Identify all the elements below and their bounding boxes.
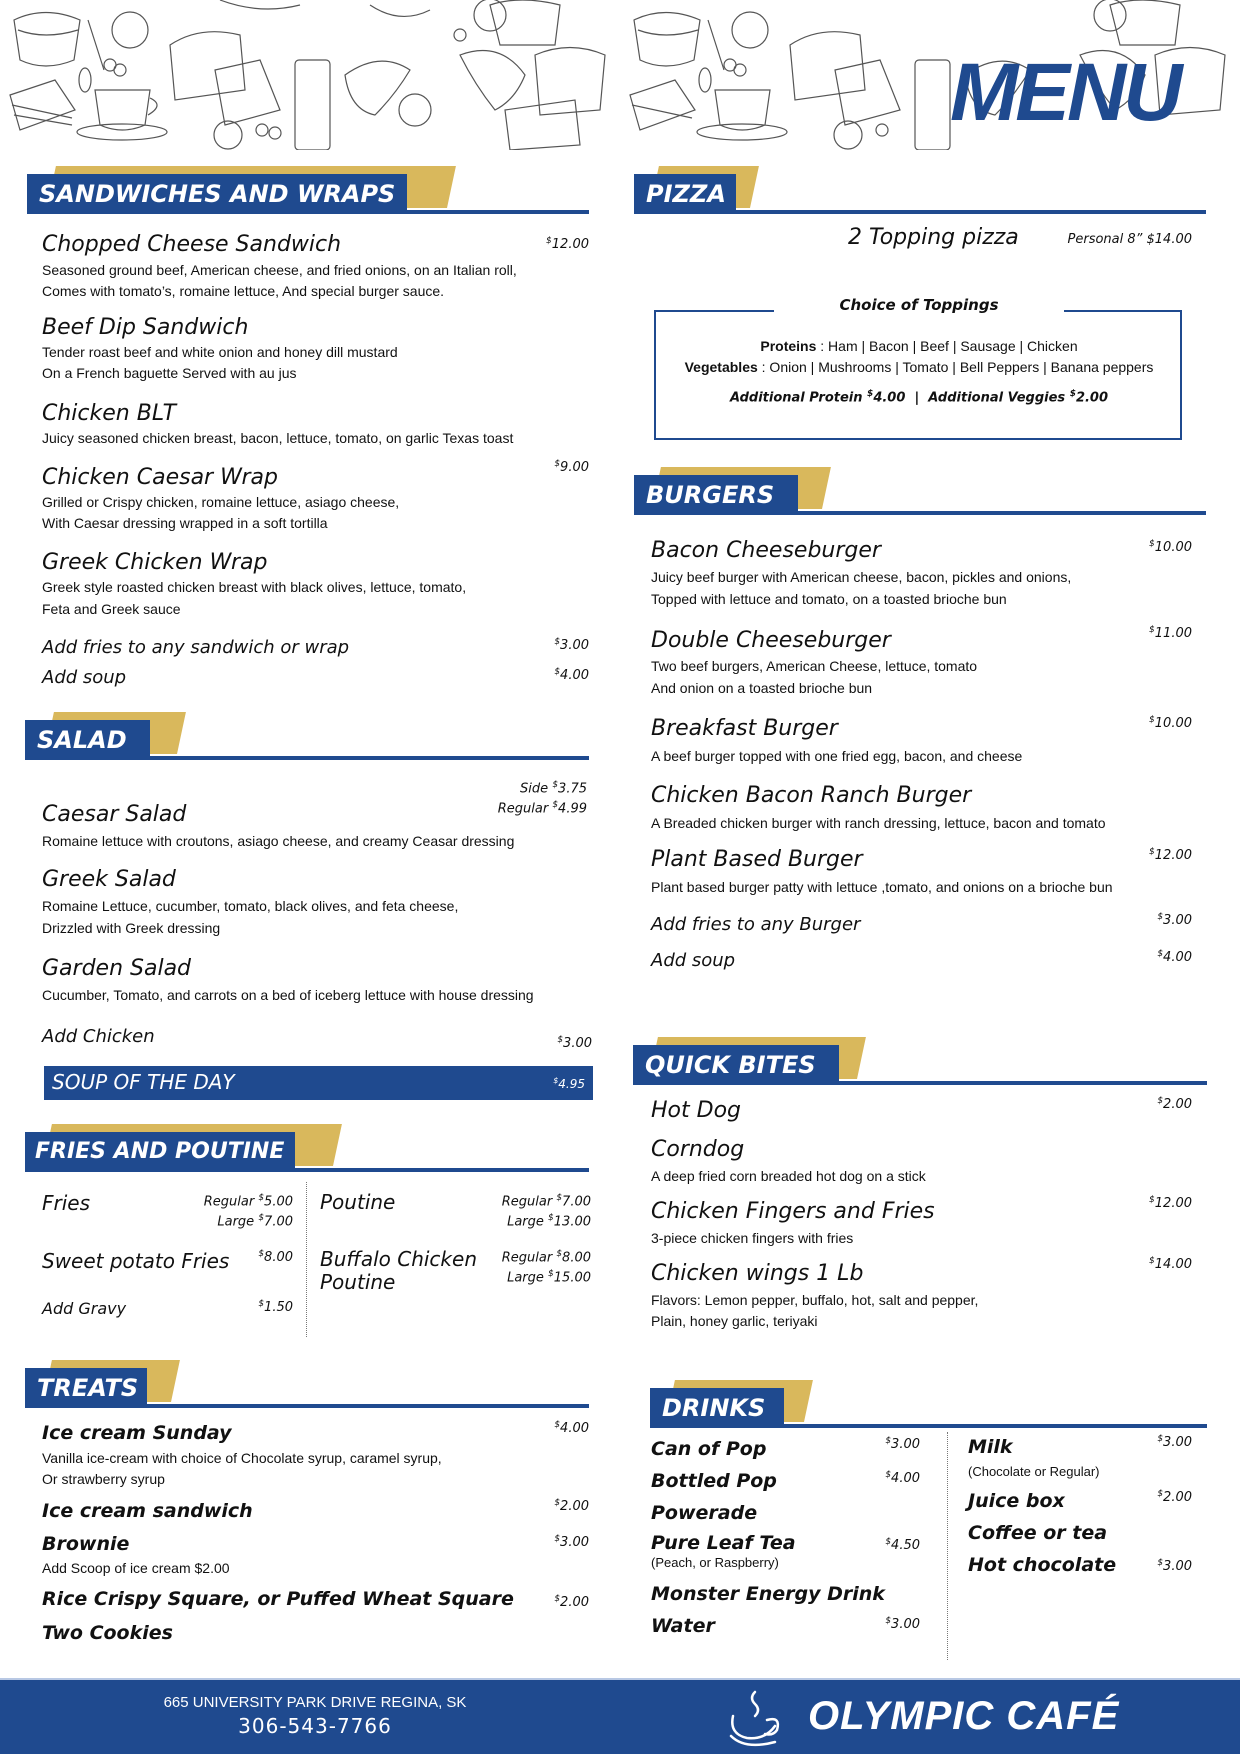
section-banner-sandwiches (27, 166, 589, 216)
addon-name: Add soup (651, 950, 736, 971)
menu-item-price: $12.00 (1149, 1195, 1192, 1211)
menu-item-desc: 3-piece chicken fingers with fries (651, 1230, 854, 1246)
drink-price: $3.00 (885, 1436, 920, 1452)
addon-price: $4.00 (554, 667, 589, 683)
menu-item-name: Chicken wings 1 Lb (651, 1261, 864, 1286)
toppings-proteins: Proteins : Ham | Bacon | Beef | Sausage | Chicken (760, 338, 1078, 354)
menu-item-name: Bacon Cheeseburger (651, 538, 881, 563)
section-banner-pizza (634, 166, 1206, 216)
bowl-sketch-icon (14, 13, 80, 67)
soup-label: SOUP OF THE DAY (52, 1070, 235, 1094)
menu-item-name: Add Gravy (42, 1299, 127, 1318)
drink-name: Water (651, 1615, 715, 1637)
addon-price: $4.00 (1157, 949, 1192, 965)
section-banner-quick-bites (633, 1037, 1207, 1087)
menu-item-name: Rice Crispy Square, or Puffed Wheat Square (42, 1588, 514, 1610)
menu-item-desc: Cucumber, Tomato, and carrots on a bed of iceberg lettuce with house dressing (42, 987, 534, 1003)
drink-name: Can of Pop (651, 1438, 767, 1460)
menu-item-desc: Two beef burgers, American Cheese, lettuce, tomato (651, 658, 978, 674)
menu-item-name: Chopped Cheese Sandwich (42, 232, 342, 257)
drink-name: Coffee or tea (968, 1522, 1108, 1544)
addon-price: $3.00 (554, 637, 589, 653)
drink-note: (Peach, or Raspberry) (651, 1555, 779, 1570)
menu-item-name: Beef Dip Sandwich (42, 315, 249, 340)
menu-item-desc: Juicy beef burger with American cheese, bacon, pickles and onions, (651, 569, 1072, 585)
menu-item-price: $4.00 (554, 1420, 589, 1436)
drink-name: Monster Energy Drink (651, 1583, 885, 1605)
addon-name: Add soup (42, 667, 127, 688)
menu-item-name: Breakfast Burger (651, 716, 838, 741)
menu-item-price: Regular $7.00 Large $13.00 (501, 1193, 591, 1230)
menu-item-name: Caesar Salad (42, 802, 187, 827)
coffee-cup-logo-icon (725, 1686, 795, 1754)
menu-item-price: $10.00 (1149, 715, 1192, 731)
menu-item-desc: Add Scoop of ice cream $2.00 (42, 1560, 230, 1576)
section-banner-fries (25, 1124, 589, 1174)
addon-price: $3.00 (557, 1035, 592, 1051)
bread-sketch-icon (170, 32, 280, 125)
menu-item-name: Poutine (320, 1190, 396, 1214)
section-banner-salad (25, 712, 589, 762)
croissant-sketch-icon (460, 51, 525, 111)
drink-price: $3.00 (1157, 1558, 1192, 1574)
menu-item-name: Chicken Caesar Wrap (42, 465, 278, 490)
section-title: PIZZA (634, 174, 736, 214)
soup-price: $4.95 (553, 1076, 585, 1091)
menu-item-name: Greek Chicken Wrap (42, 550, 268, 575)
menu-item-price: $14.00 (1149, 1256, 1192, 1272)
menu-item-desc: Vanilla ice-cream with choice of Chocolate syrup, caramel syrup, (42, 1450, 442, 1466)
menu-item-desc: Feta and Greek sauce (42, 601, 181, 617)
menu-item-name: Ice cream Sunday (42, 1422, 232, 1444)
column-divider (947, 1432, 948, 1660)
addon-price: $3.00 (1157, 912, 1192, 928)
footer-brand-name: OLYMPIC CAFÉ (808, 1694, 1120, 1738)
drink-name: Hot chocolate (968, 1554, 1117, 1576)
menu-item-price: $8.00 (258, 1249, 293, 1265)
salad-size-prices: Side $3.75 Regular $4.99 (497, 780, 587, 817)
menu-item-desc: A beef burger topped with one fried egg, bacon, and cheese (651, 748, 1023, 764)
menu-item-price: $1.50 (258, 1299, 293, 1315)
soup-of-the-day-bar (44, 1066, 593, 1100)
menu-item-desc: Plain, honey garlic, teriyaki (651, 1313, 818, 1329)
menu-item-name: Plant Based Burger (651, 847, 863, 872)
menu-item-price: $2.00 (554, 1498, 589, 1514)
pizza-size-price: Personal 8” $14.00 (1067, 232, 1192, 247)
menu-item-desc: Greek style roasted chicken breast with black olives, lettuce, tomato, (42, 579, 467, 595)
addon-name: Add fries to any Burger (651, 914, 861, 935)
footer-phone: 306-543-7766 (238, 1714, 392, 1738)
drink-name: Milk (968, 1436, 1013, 1458)
section-title: DRINKS (650, 1388, 784, 1428)
section-title: TREATS (25, 1368, 147, 1408)
drink-note: (Chocolate or Regular) (968, 1464, 1100, 1479)
menu-item-desc: Tender roast beef and white onion and honey dill mustard (42, 344, 398, 360)
menu-item-price: $12.00 (1149, 847, 1192, 863)
footer-bar (0, 1678, 1240, 1754)
menu-item-name: Sweet potato Fries (42, 1249, 230, 1273)
section-banner-burgers (634, 467, 1206, 517)
drink-price: $3.00 (885, 1616, 920, 1632)
section-title: QUICK BITES (633, 1045, 839, 1085)
menu-item-price: $10.00 (1149, 539, 1192, 555)
menu-item-name: Garden Salad (42, 956, 192, 981)
menu-item-name: Corndog (651, 1137, 745, 1162)
drink-name: Powerade (651, 1502, 758, 1524)
menu-item-price: Regular $8.00 Large $15.00 (501, 1249, 591, 1286)
menu-item-name: Brownie (42, 1533, 130, 1555)
menu-item-desc: Comes with tomato’s, romaine lettuce, And special burger sauce. (42, 283, 445, 299)
toppings-vegetables: Vegetables : Onion | Mushrooms | Tomato | Bell Peppers | Banana peppers (684, 359, 1154, 375)
menu-item-desc: Or strawberry syrup (42, 1471, 165, 1487)
menu-item-name: Two Cookies (42, 1622, 173, 1644)
section-title: SANDWICHES AND WRAPS (27, 174, 407, 214)
section-banner-drinks (650, 1380, 1207, 1430)
menu-item-price: $12.00 (546, 236, 589, 252)
toppings-extra-prices: Additional Protein $4.00 | Additional Veggies $2.00 (729, 389, 1109, 406)
menu-item-price: $9.00 (554, 459, 589, 475)
menu-item-desc: Seasoned ground beef, American cheese, and fried onions, on an Italian roll, (42, 262, 517, 278)
menu-item-price: $2.00 (1157, 1096, 1192, 1112)
croissant-sketch-icon (345, 61, 410, 115)
menu-item-name: Ice cream sandwich (42, 1500, 253, 1522)
menu-item-desc: Drizzled with Greek dressing (42, 920, 221, 936)
menu-item-desc: And onion on a toasted brioche bun (651, 680, 873, 696)
drink-name: Pure Leaf Tea (651, 1532, 796, 1554)
cup-sketch-icon (77, 90, 167, 140)
column-divider (306, 1182, 307, 1337)
drink-name: Bottled Pop (651, 1470, 777, 1492)
menu-item-name: Double Cheeseburger (651, 628, 891, 653)
menu-item-desc: On a French baguette Served with au jus (42, 365, 297, 381)
drink-price: $3.00 (1157, 1434, 1192, 1450)
toppings-title: Choice of Toppings (774, 296, 1064, 314)
menu-item-desc: Topped with lettuce and tomato, on a toasted brioche bun (651, 591, 1007, 607)
drink-price: $4.00 (885, 1470, 920, 1486)
menu-item-name: Poutine (320, 1270, 396, 1294)
toppings-box (654, 310, 1182, 440)
menu-item-desc: A Breaded chicken burger with ranch dressing, lettuce, bacon and tomato (651, 815, 1106, 831)
menu-item-name: Chicken Bacon Ranch Burger (651, 783, 972, 808)
menu-item-desc: Flavors: Lemon pepper, buffalo, hot, salt and pepper, (651, 1292, 979, 1308)
drink-price: $4.50 (885, 1537, 920, 1553)
section-title: BURGERS (634, 475, 798, 515)
menu-item-desc: With Caesar dressing wrapped in a soft tortilla (42, 515, 328, 531)
footer-address: 665 UNIVERSITY PARK DRIVE REGINA, SK (163, 1694, 467, 1711)
menu-item-name: Buffalo Chicken (320, 1247, 477, 1271)
menu-item-name: Greek Salad (42, 867, 176, 892)
sandwich-sketch-icon (10, 80, 75, 130)
menu-item-desc: Romaine lettuce with croutons, asiago cheese, and creamy Ceasar dressing (42, 833, 515, 849)
addon-name: Add fries to any sandwich or wrap (42, 637, 350, 658)
drink-price: $2.00 (1157, 1489, 1192, 1505)
menu-item-name: Hot Dog (651, 1098, 741, 1123)
section-title: FRIES AND POUTINE (25, 1132, 295, 1172)
menu-item-desc: Juicy seasoned chicken breast, bacon, lettuce, tomato, on garlic Texas toast (42, 430, 514, 446)
addon-name: Add Chicken (42, 1026, 155, 1047)
pizza-item-name: 2 Topping pizza (848, 225, 1019, 250)
menu-item-price: $11.00 (1149, 625, 1192, 641)
section-banner-treats (25, 1360, 589, 1410)
menu-item-desc: Plant based burger patty with lettuce ,tomato, and onions on a brioche bun (651, 879, 1113, 895)
menu-item-name: Chicken BLT (42, 401, 177, 426)
menu-item-price: $3.00 (554, 1534, 589, 1550)
menu-item-name: Chicken Fingers and Fries (651, 1199, 935, 1224)
menu-item-desc: A deep fried corn breaded hot dog on a stick (651, 1168, 926, 1184)
menu-title: MENU (950, 47, 1180, 138)
section-title: SALAD (25, 720, 150, 760)
menu-item-name: Fries (42, 1191, 91, 1215)
menu-item-desc: Romaine Lettuce, cucumber, tomato, black olives, and feta cheese, (42, 898, 459, 914)
menu-item-desc: Grilled or Crispy chicken, romaine lettuce, asiago cheese, (42, 494, 400, 510)
menu-item-price: Regular $5.00 Large $7.00 (203, 1193, 293, 1230)
drink-name: Juice box (968, 1490, 1065, 1512)
menu-item-price: $2.00 (554, 1594, 589, 1610)
